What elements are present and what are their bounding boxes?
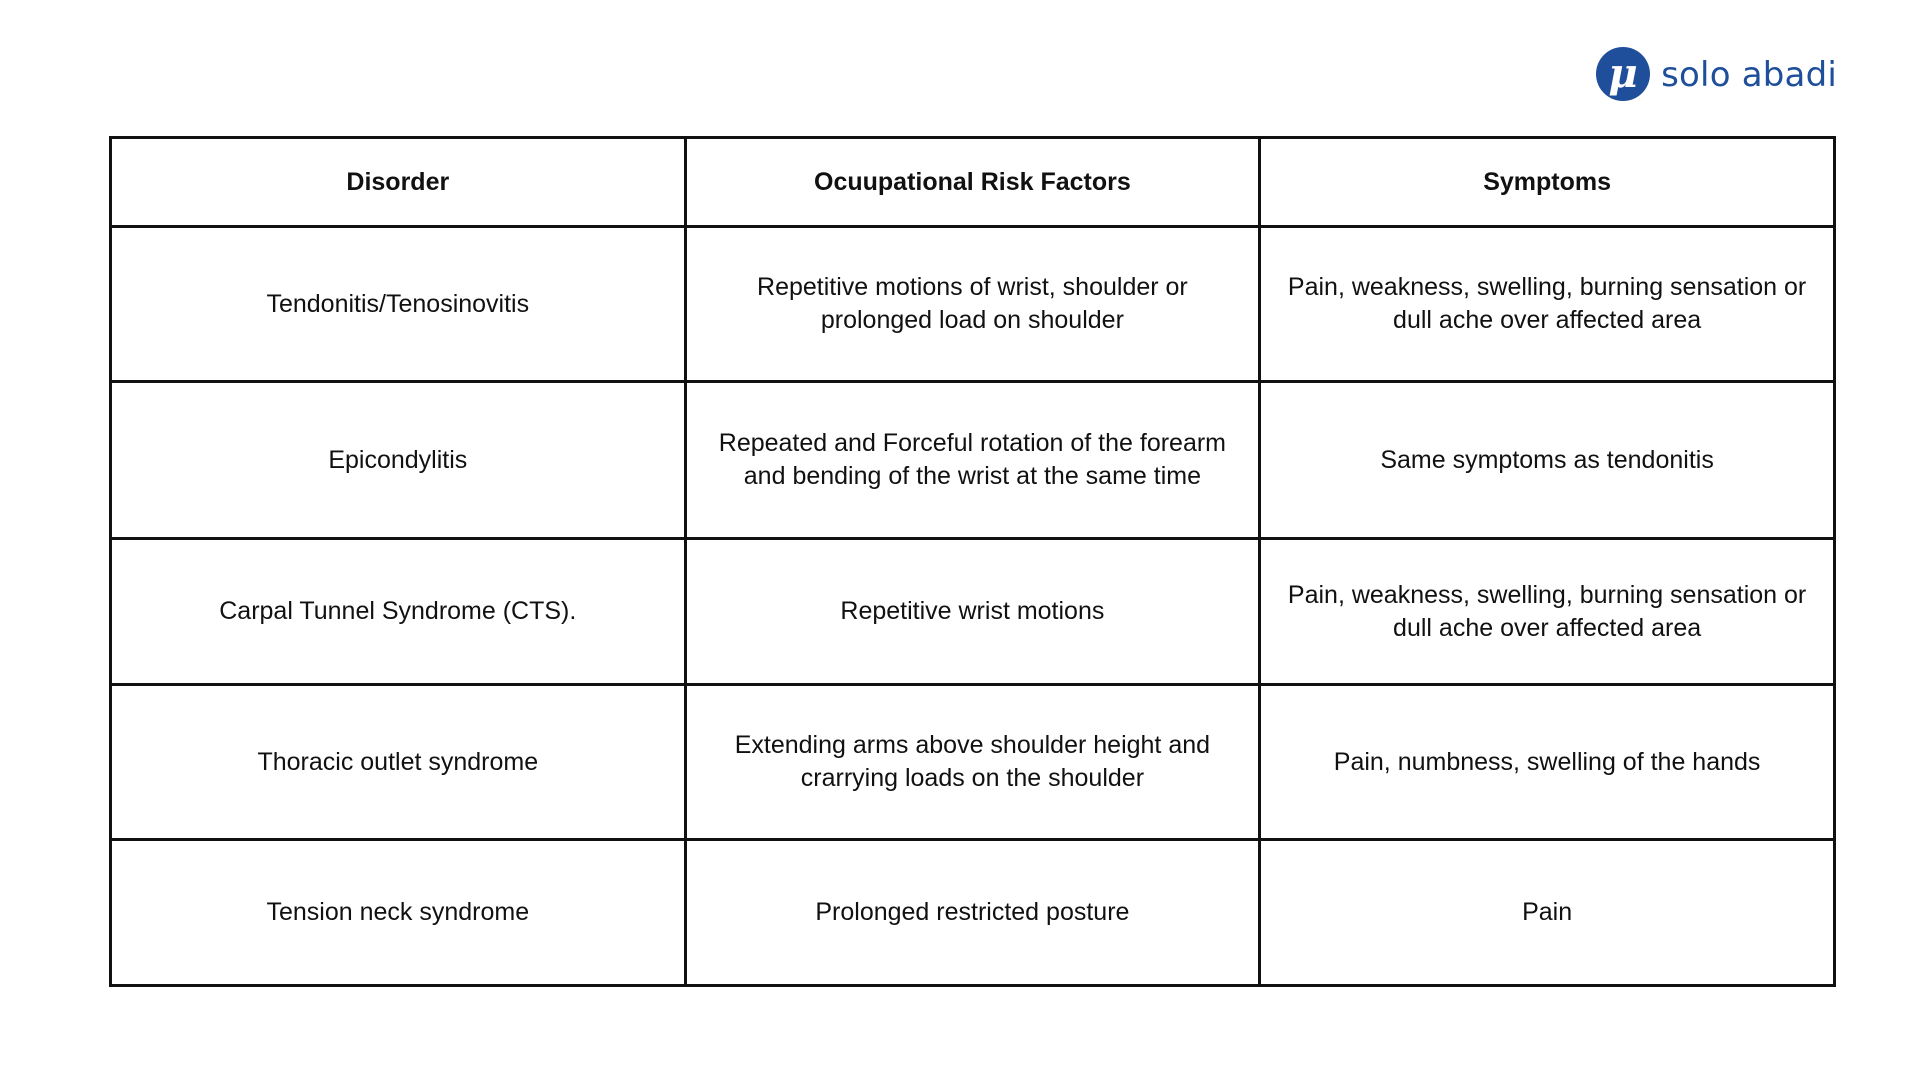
- cell-text: Thoracic outlet syndrome: [257, 747, 539, 776]
- cell-risk-factors: [685, 539, 1260, 685]
- cell-symptoms: [1260, 382, 1835, 539]
- brand-logo: [1595, 46, 1837, 102]
- cell-risk-factors: [685, 227, 1260, 382]
- cell-text: Repetitive wrist motions: [840, 597, 1105, 625]
- logo-mark-glyph: μ: [1608, 50, 1638, 97]
- header-risk-factors: Ocuupational Risk Factors: [685, 138, 1260, 227]
- table-row: [111, 227, 1835, 382]
- cell-text: Repetitive motions of wrist, shoulder or prolonged load on shoulder: [757, 273, 1188, 334]
- table-row: [111, 685, 1835, 840]
- cell-text: Pain, weakness, swelling, burning sensation or dull ache over affected area: [1287, 273, 1807, 334]
- cell-text: Tendonitis/Tenosinovitis: [266, 289, 530, 318]
- header-symptoms: Symptoms: [1260, 138, 1835, 227]
- cell-disorder: [111, 685, 686, 840]
- cell-risk-factors: [685, 382, 1260, 539]
- cell-symptoms: [1260, 539, 1835, 685]
- cell-disorder: [111, 382, 686, 539]
- cell-disorder: [111, 840, 686, 986]
- mu-circle-logo-icon: [1595, 46, 1651, 102]
- brand-name: solo abadi: [1661, 55, 1837, 95]
- table-header-row: [111, 138, 1835, 227]
- cell-text: Repeated and Forceful rotation of the forearm and bending of the wrist at the same time: [718, 429, 1227, 490]
- cell-symptoms: [1260, 227, 1835, 382]
- cell-text: Prolonged restricted posture: [815, 898, 1130, 926]
- table-row: [111, 840, 1835, 986]
- cell-text: Pain, weakness, swelling, burning sensation or dull ache over affected area: [1287, 580, 1807, 642]
- cell-text: Pain, numbness, swelling of the hands: [1333, 747, 1761, 776]
- cell-text: Epicondylitis: [328, 445, 468, 474]
- cell-symptoms: [1260, 840, 1835, 986]
- table-row: [111, 539, 1835, 685]
- cell-text: Extending arms above shoulder height and crarrying loads on the shoulder: [734, 731, 1211, 792]
- cell-risk-factors: [685, 685, 1260, 840]
- cell-text: Same symptoms as tendonitis: [1380, 445, 1714, 474]
- cell-disorder: [111, 539, 686, 685]
- cell-text: Pain: [1522, 898, 1573, 926]
- cell-text: Tension neck syndrome: [266, 898, 530, 926]
- cell-disorder: [111, 227, 686, 382]
- cell-risk-factors: [685, 840, 1260, 986]
- cell-symptoms: [1260, 685, 1835, 840]
- table-row: [111, 382, 1835, 539]
- cell-text: Carpal Tunnel Syndrome (CTS).: [219, 597, 577, 625]
- risk-factors-table: [109, 136, 1836, 987]
- risk-factors-table-container: [109, 136, 1836, 987]
- header-disorder: Disorder: [111, 138, 686, 227]
